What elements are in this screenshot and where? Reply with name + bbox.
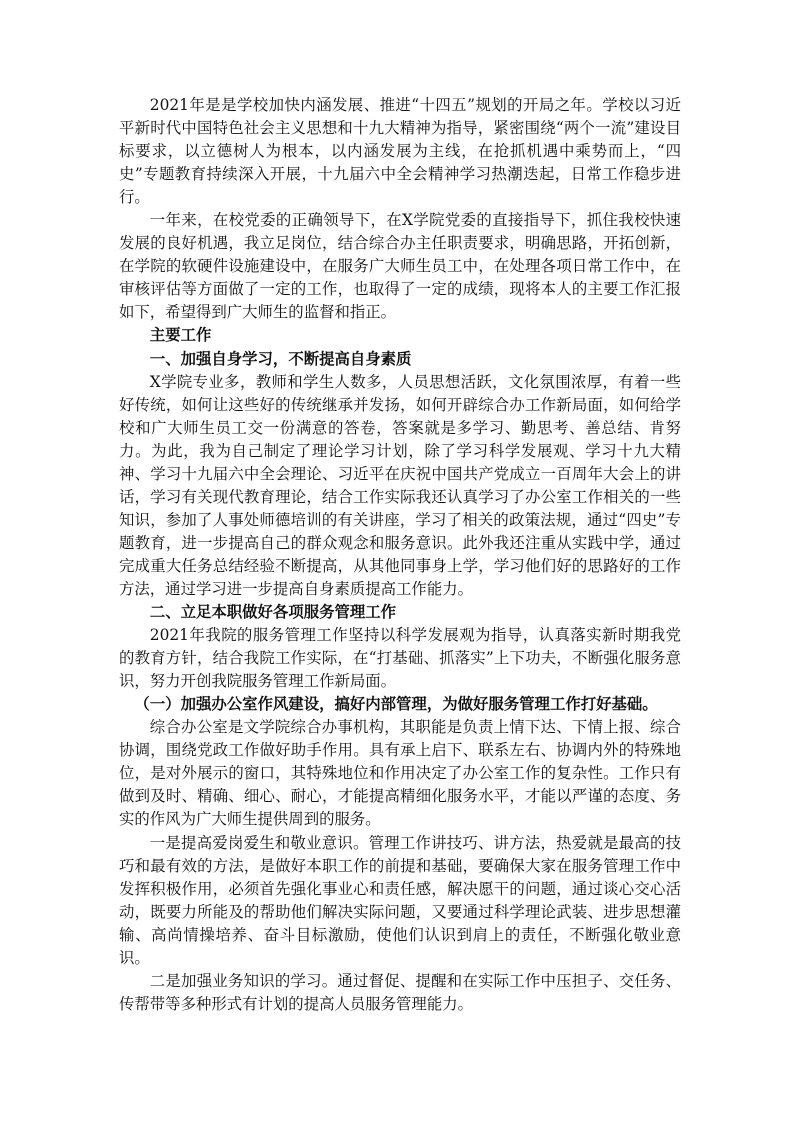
office-paragraph: 综合办公室是文学院综合办事机构，其职能是负责上情下达、下情上报、综合协调，围绕党政工作做好助手作用。具有承上启下、联系左右、协调内外的特殊地位，是对外展示的窗口，其特殊地位和作用决定了办公室工作的复杂性。工作只有做到及时、精确、细心、耐心，才能提高精细化服务水平，才能以严谨的态度、务实的作风为广大师生提供周到的服务。	[119, 718, 681, 829]
business-study-paragraph: 二是加强业务知识的学习。通过督促、提醒和在实际工作中压担子、交任务、传帮带等多种形式有计划的提高人员服务管理能力。	[119, 971, 681, 1013]
study-paragraph: X学院专业多，教师和学生人数多，人员思想活跃，文化氛围浓厚，有着一些好传统，如何让这些好的传统继承并发扬，如何开辟综合办工作新局面，如何给学校和广大师生员工交一份满意的答卷，答案就是多学习、勤思考、善总结、肯努力。为此，我为自己制定了理论学习计划，除了学习科学发展观、学习十九大精神、学习十九届六中全会理论、习近平在庆祝中国共产党成立一百周年大会上的讲话，学习有关现代教育理论，结合工作实际我还认真学习了办公室工作相关的一些知识，参加了人事处师德培训的有关讲座，学习了相关的政策法规，通过“四史”专题教育，进一步提高自己的群众观念和服务意识。此外我还注重从实践中学，通过完成重大任务总结经验不断提高，从其他同事身上学，学习他们好的思路好的工作方法，通过学习进一步提高自身素质提高工作能力。	[119, 372, 681, 598]
document-body	[119, 94, 681, 1016]
overview-paragraph: 一年来，在校党委的正确领导下，在X学院党委的直接指导下，抓住我校快速发展的良好机遇，我立足岗位，结合综合办主任职责要求，明确思路，开拓创新，在学院的软硬件设施建设中，在服务广大师生员工中，在处理各项日常工作中，在审核评估等方面做了一定的工作，也取得了一定的成绩，现将本人的主要工作汇报如下，希望得到广大师生的监督和指正。	[119, 211, 681, 322]
subsection-heading-2-1: （一）加强办公室作风建设，搞好内部管理，为做好服务管理工作打好基础。	[134, 695, 658, 714]
section-heading-1: 一、加强自身学习，不断提高自身素质	[149, 349, 412, 368]
section-heading-2: 二、立足本职做好各项服务管理工作	[149, 603, 397, 622]
intro-paragraph: 2021年是是学校加快内涵发展、推进“十四五”规划的开局之年。学校以习近平新时代中国特色社会主义思想和十九大精神为指导，紧密围绕“两个一流”建设目标要求，以立德树人为根本，以内涵发展为主线，在抢抓机遇中乘势而上，“四史”专题教育持续深入开展，十九届六中全会精神学习热潮迭起，日常工作稳步进行。	[119, 96, 681, 207]
service-paragraph: 2021年我院的服务管理工作坚持以科学发展观为指导，认真落实新时期我党的教育方针，结合我院工作实际，在“打基础、抓落实”上下功夫，不断强化服务意识，努力开创我院服务管理工作新局面。	[119, 626, 681, 691]
dedication-paragraph: 一是提高爱岗爱生和敬业意识。管理工作讲技巧、讲方法，热爱就是最高的技巧和最有效的方法，是做好本职工作的前提和基础，要确保大家在服务管理工作中发挥积极作用，必须首先强化事业心和责任感，解决愿干的问题，通过谈心交心活动，既要力所能及的帮助他们解决实际问题，又要通过科学理论武装、进步思想灌输、高尚情操培养、奋斗目标激励，使他们认识到肩上的责任，不断强化敬业意识。	[119, 833, 681, 967]
main-work-heading: 主要工作	[149, 326, 212, 345]
